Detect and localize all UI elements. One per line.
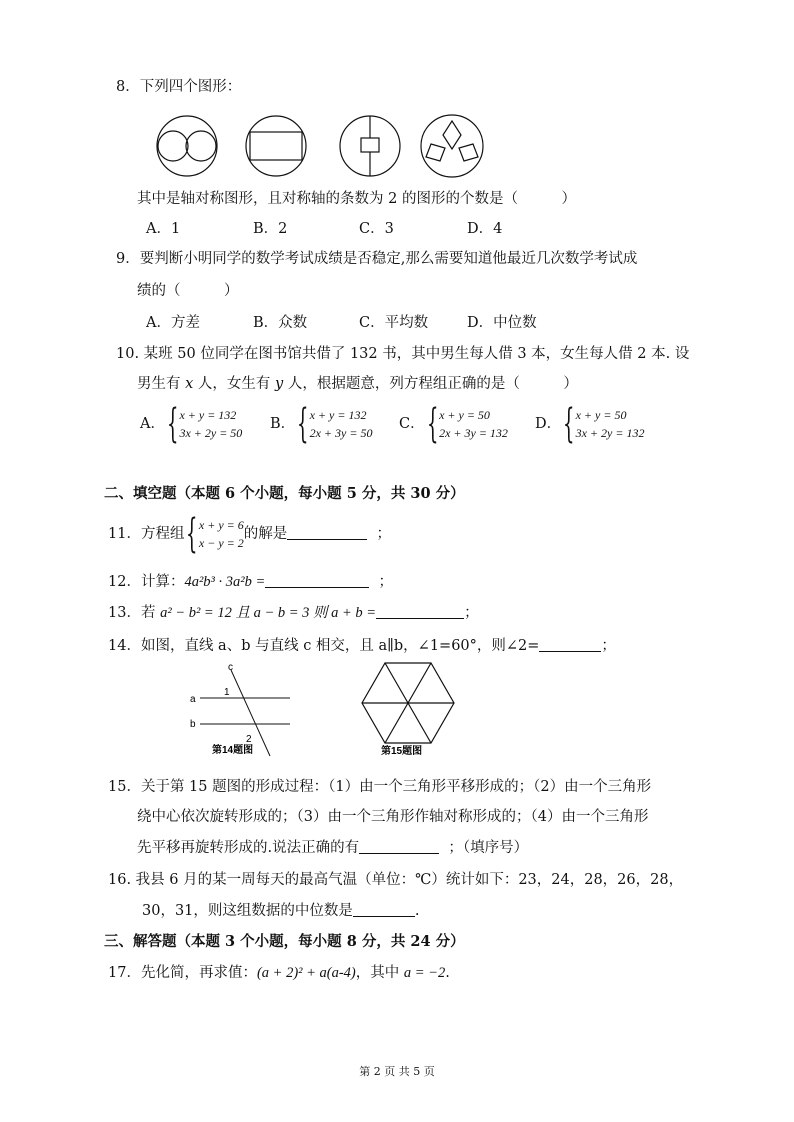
label-c: c: [228, 662, 233, 673]
q10-line1: 10. 某班 50 位同学在图书馆共借了 132 书，其中男生每人借 3 本，女生每人借 2 本. 设: [116, 346, 690, 362]
fig14-caption: 第14题图: [212, 745, 254, 756]
q10-option-b-eq2: 2x + 3y = 50: [309, 426, 373, 440]
q8-option-c: C．3: [359, 221, 394, 237]
q10-option-a-eq1: x + y = 132: [179, 408, 237, 422]
q10-option-c-label: C．: [399, 416, 425, 432]
q10-var-x: x: [185, 376, 194, 392]
angle-1-label: 1: [224, 687, 230, 698]
q8-question: 其中是轴对称图形，且对称轴的条数为 2 的图形的个数是（ ）: [137, 191, 576, 207]
q10-line2-b: 人，女生有: [193, 376, 276, 392]
section3-title: 三、解答题（本题 3 个小题，每小题 8 分，共 24 分）: [104, 933, 465, 950]
q10-option-b-label: B．: [270, 416, 296, 432]
q11-eq2: x − y = 2: [198, 536, 244, 550]
q15-line2: 绕中心依次旋转形成的；（3）由一个三角形作轴对称形成的；（4）由一个三角形: [137, 809, 649, 825]
q13-prefix: 13．若: [108, 605, 161, 621]
q13-expr: a² − b² = 12 且 a − b = 3 则 a + b =: [160, 605, 377, 621]
figure-circle-three-diamonds: [421, 115, 483, 177]
angle-2-label: 2: [246, 734, 252, 745]
q10-option-b: B．{x + y = 132 2x + 3y = 50: [270, 401, 373, 447]
q15-answer-blank[interactable]: [359, 839, 439, 854]
q12-prefix: 12．计算：: [108, 574, 185, 590]
q10-option-c: C．{x + y = 50 2x + 3y = 132: [399, 401, 508, 447]
q10-option-a-label: A．: [140, 416, 165, 432]
q11-answer-blank[interactable]: [287, 525, 367, 540]
section2-title: 二、填空题（本题 6 个小题，每小题 5 分，共 30 分）: [104, 485, 465, 502]
q10-option-b-eq1: x + y = 132: [309, 408, 367, 422]
q8-figures: [150, 108, 710, 188]
q17-middle: ，其中: [355, 965, 404, 981]
q9-option-a: A．方差: [146, 315, 200, 331]
q13-answer-blank[interactable]: [376, 604, 464, 619]
page-footer: 第 2 页 共 5 页: [359, 1065, 435, 1078]
label-a: a: [190, 694, 196, 705]
label-b: b: [190, 719, 196, 730]
q10-line2-c: 人，根据题意，列方程组正确的是（ ）: [283, 376, 578, 392]
q14-end: ；: [601, 638, 616, 654]
figure-14: [186, 662, 306, 762]
q17-end: .: [445, 965, 450, 981]
q12: [108, 572, 393, 592]
q17-prefix: 17．先化简，再求值：: [108, 965, 257, 981]
q8-stem: 8．下列四个图形：: [116, 79, 242, 95]
fig15-caption: 第15题图: [381, 746, 423, 757]
figure-circle-rectangle: [246, 116, 306, 176]
q11-end: ；: [376, 526, 391, 542]
q16-line2: [142, 901, 420, 921]
q10-option-a-eq2: 3x + 2y = 50: [179, 426, 243, 440]
q10-option-d-eq1: x + y = 50: [575, 408, 627, 422]
q9-option-d: D．中位数: [467, 315, 537, 331]
q16-line1: 16. 我县 6 月的某一周每天的最高气温（单位：℃）统计如下：23，24，28，26，28，: [108, 872, 684, 888]
q9-option-c: C．平均数: [359, 315, 429, 331]
q12-answer-blank[interactable]: [265, 573, 369, 588]
q17: [108, 963, 450, 983]
q10-var-y: y: [275, 376, 284, 392]
q10-option-d-eq2: 3x + 2y = 132: [575, 426, 645, 440]
q9-line1: 9．要判断小明同学的数学考试成绩是否稳定,那么需要知道他最近几次数学考试成: [116, 251, 638, 267]
q15-line3-end: ；（填序号）: [448, 840, 529, 856]
q10-option-d-label: D．: [535, 416, 562, 432]
figure-circle-small-rect: [340, 116, 400, 176]
figure-circle-two-circles: [157, 116, 217, 176]
q15-line1: 15．关于第 15 题图的形成过程：（1）由一个三角形平移形成的；（2）由一个三角形: [108, 779, 652, 795]
q8-option-d: D．4: [467, 221, 503, 237]
q10-line2: [137, 374, 578, 394]
q12-end: ；: [378, 574, 393, 590]
q15-line3: [137, 838, 528, 858]
q11-suffix: 的解是: [243, 526, 288, 542]
q16-line2-end: .: [414, 903, 420, 919]
q9-line2: 绩的（ ）: [137, 283, 239, 299]
q10-option-c-eq2: 2x + 3y = 132: [439, 426, 508, 440]
q14-answer-blank[interactable]: [539, 637, 601, 652]
q8-option-a: A．1: [146, 221, 181, 237]
q12-expr: 4a²b³ · 3a²b =: [184, 574, 266, 590]
q16-line2-text: 30，31，则这组数据的中位数是: [142, 903, 353, 919]
q15-line3-text: 先平移再旋转形成的.说法正确的有: [137, 840, 360, 856]
q11: 11．方程组{x + y = 6 x − y = 2的解是 ；: [108, 511, 391, 557]
q11-eq1: x + y = 6: [198, 518, 244, 532]
q17-expr: (a + 2)² + a(a-4): [256, 965, 356, 981]
q17-value: a = −2: [403, 965, 446, 981]
q13: [108, 603, 479, 623]
q9-option-b: B．众数: [253, 315, 308, 331]
figure-15: [355, 654, 465, 764]
q16-answer-blank[interactable]: [353, 902, 415, 917]
q14-text: 14．如图，直线 a、b 与直线 c 相交，且 a∥b，∠1=60°，则∠2=: [108, 638, 540, 654]
q10-line2-a: 男生有: [137, 376, 186, 392]
q10-option-d: D．{x + y = 50 3x + 2y = 132: [535, 401, 645, 447]
q10-option-c-eq1: x + y = 50: [439, 408, 490, 422]
q14: [108, 636, 616, 656]
q8-option-b: B．2: [253, 221, 288, 237]
q10-option-a: A．{x + y = 132 3x + 2y = 50: [140, 401, 243, 447]
q13-end: ；: [464, 605, 479, 621]
q11-prefix: 11．方程组: [108, 526, 185, 542]
